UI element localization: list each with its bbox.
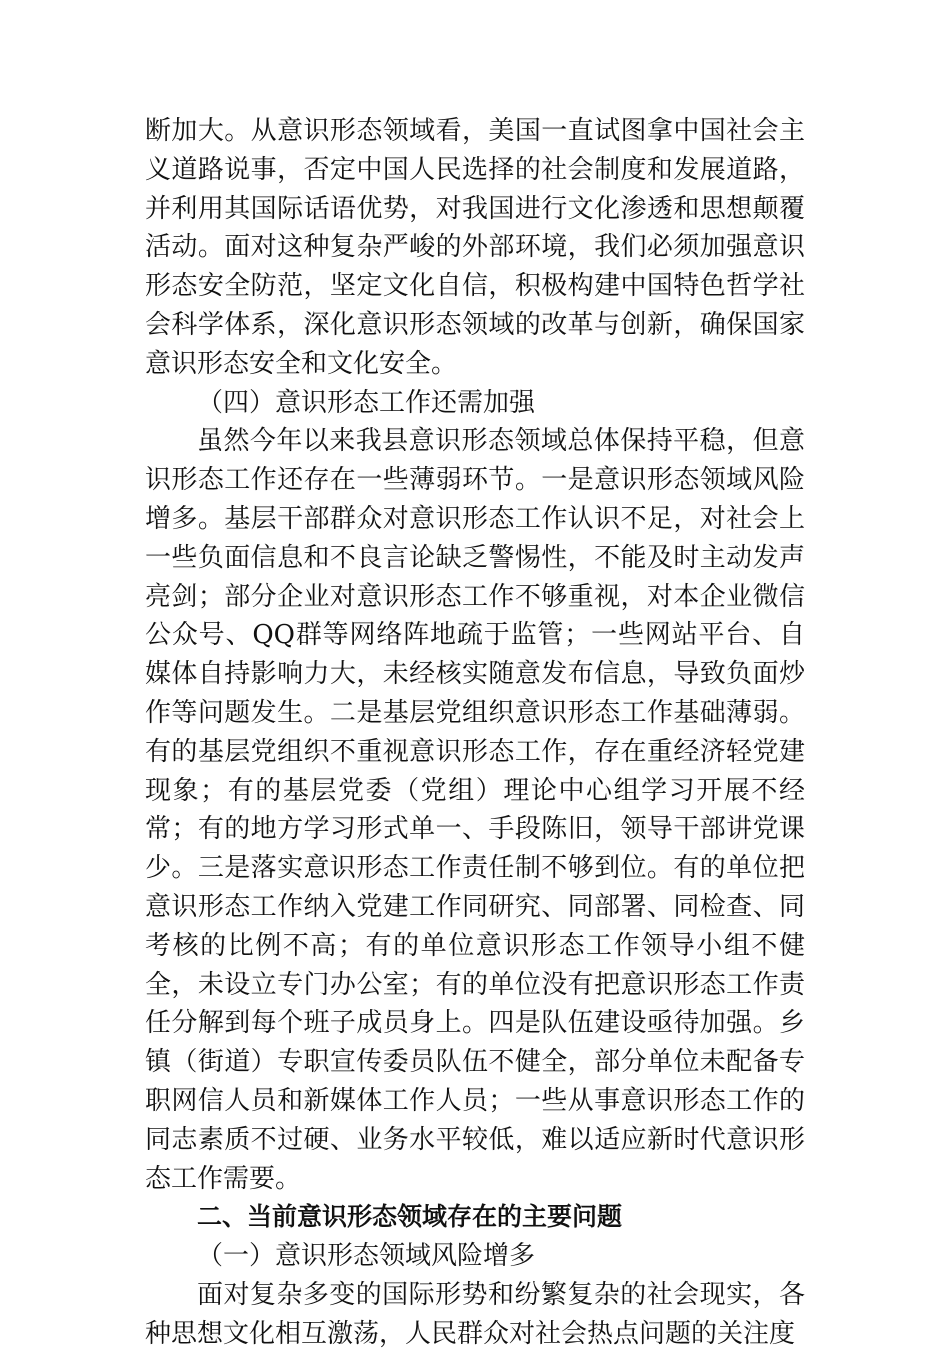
subheading-section-4: （四）意识形态工作还需加强: [197, 387, 536, 418]
body-paragraph-continued: 断加大。从意识形态领域看，美国一直试图拿中国社会主义道路说事，否定中国人民选择的社会制度和发展道路，并利用其国际话语优势，对我国进行文化渗透和思想颠覆活动。面对这种复杂严峻的外部环境，我们必须加强意识形态安全防范，坚定文化自信，积极构建中国特色哲学社会科学体系，深化意识形态领域的改革与创新，确保国家意识形态安全和文化安全。: [145, 116, 805, 379]
section-heading: 二、当前意识形态领域存在的主要问题: [197, 1202, 623, 1232]
body-paragraph: 虽然今年以来我县意识形态领域总体保持平稳，但意识形态工作还存在一些薄弱环节。一是意识形态领域风险增多。基层干部群众对意识形态工作认识不足，对社会上一些负面信息和不良言论缺乏警惕性，不能及时主动发声亮剑；部分企业对意识形态工作不够重视，对本企业微信公众号、QQ群等网络阵地疏于监管；一些网站平台、自媒体自持影响力大，未经核实随意发布信息，导致负面炒作等问题发生。二是基层党组织意识形态工作基础薄弱。有的基层党组织不重视意识形态工作，存在重经济轻党建现象；有的基层党委（党组）理论中心组学习开展不经常；有的地方学习形式单一、手段陈旧，领导干部讲党课少。三是落实意识形态工作责任制不够到位。有的单位把意识形态工作纳入党建工作同研究、同部署、同检查、同考核的比例不高；有的单位意识形态工作领导小组不健全，未设立专门办公室；有的单位没有把意识形态工作责任分解到每个班子成员身上。四是队伍建设亟待加强。乡镇（街道）专职宣传委员队伍不健全，部分单位未配备专职网信人员和新媒体工作人员；一些从事意识形态工作的同志素质不过硬、业务水平较低，难以适应新时代意识形态工作需要。: [145, 426, 805, 1194]
body-paragraph: 面对复杂多变的国际形势和纷繁复杂的社会现实，各种思想文化相互激荡，人民群众对社会热点问题的关注度: [145, 1279, 805, 1349]
subheading-section-1: （一）意识形态领域风险增多: [197, 1241, 536, 1272]
document-body: [145, 112, 805, 1354]
